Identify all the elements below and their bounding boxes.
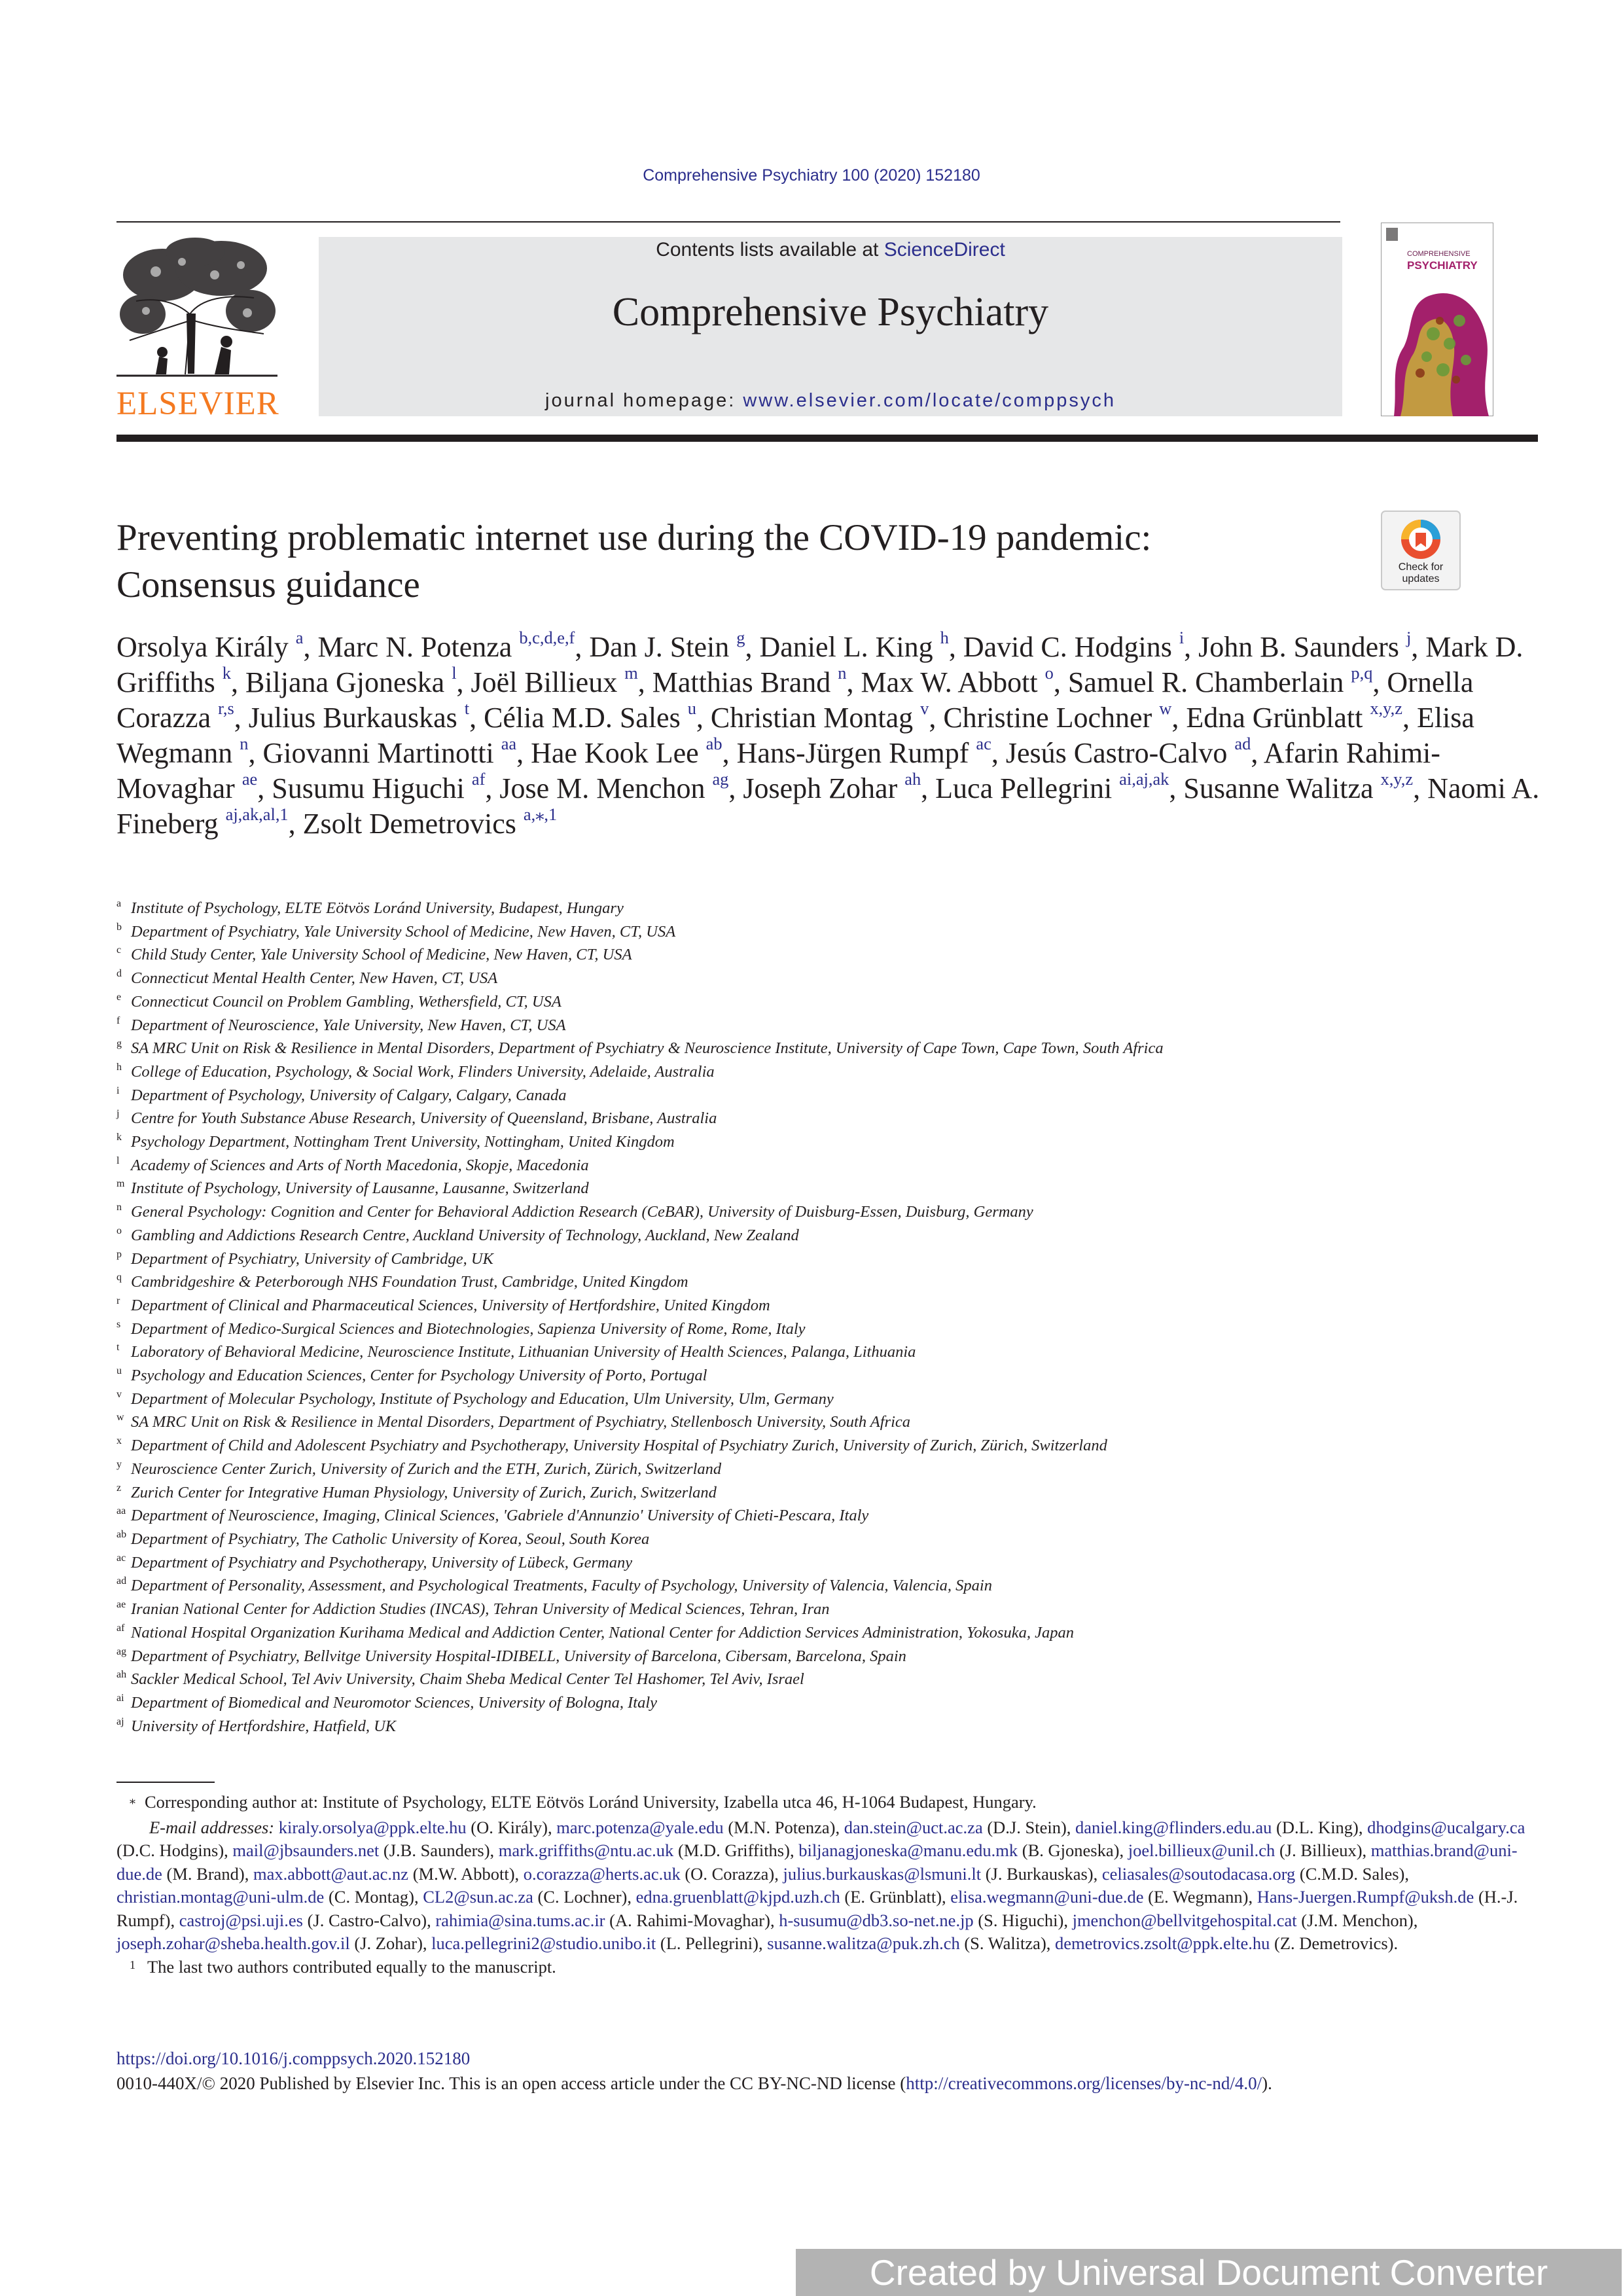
email-link[interactable]: dan.stein@uct.ac.za xyxy=(844,1817,983,1837)
affiliation-item xyxy=(116,1294,1491,1318)
affiliation-key: aa xyxy=(116,1505,126,1517)
affiliation-item xyxy=(116,1410,1491,1434)
affiliation-text: Department of Clinical and Pharmaceutical Sciences, University of Hertfordshire, United Kingdom xyxy=(131,1296,770,1314)
affiliation-item xyxy=(116,1645,1491,1668)
affiliation-item xyxy=(116,1177,1491,1200)
affiliation-text: Psychology and Education Sciences, Center for Psychology University of Porto, Portugal xyxy=(131,1367,707,1385)
author-affiliation-marks[interactable]: a,⁎,1 xyxy=(523,804,558,825)
affiliation-item xyxy=(116,1270,1491,1294)
author-affiliation-marks[interactable]: k xyxy=(222,663,231,683)
affiliation-text: Department of Psychiatry, Bellvitge University Hospital-IDIBELL, University of Barcelona, Cibersam, Barcelona, Spain xyxy=(131,1647,906,1665)
author-name: Julius Burkauskas xyxy=(248,702,457,734)
email-owner: (A. Rahimi-Movaghar) xyxy=(609,1910,770,1930)
author-name: Luca Pellegrini xyxy=(935,772,1113,804)
elsevier-wordmark: ELSEVIER xyxy=(116,386,279,422)
affiliation-key: m xyxy=(116,1178,125,1190)
affiliation-text: Department of Biomedical and Neuromotor Sciences, University of Bologna, Italy xyxy=(131,1693,658,1712)
affiliation-item xyxy=(116,1200,1491,1224)
journal-cover-thumbnail[interactable] xyxy=(1381,223,1493,416)
author-affiliation-marks[interactable]: ae xyxy=(241,769,258,789)
affiliation-item xyxy=(116,1318,1491,1341)
equal-contribution-mark: 1 xyxy=(130,1958,135,1971)
affiliation-item xyxy=(116,1084,1491,1107)
email-link[interactable]: jmenchon@bellvitgehospital.cat xyxy=(1072,1910,1297,1930)
author-name: Hae Kook Lee xyxy=(531,737,699,769)
affiliation-text: SA MRC Unit on Risk & Resilience in Mental Disorders, Department of Psychiatry, Stellenbosch University, South Africa xyxy=(131,1413,911,1431)
email-link[interactable]: julius.burkauskas@lsmuni.lt xyxy=(783,1863,982,1884)
license-link[interactable]: http://creativecommons.org/licenses/by-nc-nd/4.0/ xyxy=(906,2073,1262,2093)
author-name: Jose M. Menchon xyxy=(499,772,705,804)
email-link[interactable]: h-susumu@db3.so-net.ne.jp xyxy=(779,1910,974,1930)
author-name: Biljana Gjoneska xyxy=(245,666,445,698)
affiliation-item xyxy=(116,1037,1491,1060)
author-name: Samuel R. Chamberlain xyxy=(1067,666,1344,698)
equal-contribution-note xyxy=(116,1956,1550,1981)
affiliation-item xyxy=(116,920,1491,944)
affiliation-key: e xyxy=(116,991,122,1003)
email-link[interactable]: kiraly.orsolya@ppk.elte.hu xyxy=(278,1817,467,1837)
author[interactable] xyxy=(248,698,470,734)
email-owner: (J.B. Saunders) xyxy=(383,1840,490,1860)
affiliation-text: Institute of Psychology, ELTE Eötvös Loránd University, Budapest, Hungary xyxy=(131,899,624,917)
email-link[interactable]: mark.griffiths@ntu.ac.uk xyxy=(498,1840,674,1860)
author[interactable] xyxy=(736,734,991,769)
affiliation-text: Department of Neuroscience, Yale University, New Haven, CT, USA xyxy=(131,1016,566,1034)
affiliation-item xyxy=(116,1224,1491,1247)
header-top-rule xyxy=(116,221,1340,223)
author-affiliation-marks[interactable]: w xyxy=(1159,698,1172,719)
email-link[interactable]: edna.gruenblatt@kjpd.uzh.ch xyxy=(635,1887,840,1907)
affiliation-text: Department of Personality, Assessment, and Psychological Treatments, Faculty of Psychology, University of Valencia, Valencia, Spain xyxy=(131,1577,992,1595)
affiliation-text: Department of Child and Adolescent Psychiatry and Psychotherapy, University Hospital of Psychiatry Zurich, University of Zurich, Zürich, Switzerland xyxy=(131,1437,1107,1455)
affiliation-key: u xyxy=(116,1365,122,1377)
affiliation-text: Connecticut Mental Health Center, New Haven, CT, USA xyxy=(131,969,498,988)
email-link[interactable]: mail@jbsaunders.net xyxy=(232,1840,380,1860)
author[interactable] xyxy=(531,734,722,769)
email-link[interactable]: demetrovics.zsolt@ppk.elte.hu xyxy=(1055,1933,1270,1953)
sciencedirect-link[interactable]: ScienceDirect xyxy=(883,239,1005,260)
affiliation-key: n xyxy=(116,1202,122,1213)
affiliation-key: aj xyxy=(116,1715,124,1727)
author-name: Matthias Brand xyxy=(652,666,831,698)
author-affiliation-marks[interactable]: v xyxy=(920,698,929,719)
author-affiliation-marks[interactable]: a xyxy=(295,628,304,648)
affiliation-text: Connecticut Council on Problem Gambling, Wethersfield, CT, USA xyxy=(131,992,562,1011)
email-link[interactable]: christian.montag@uni-ulm.de xyxy=(116,1887,325,1907)
affiliation-item xyxy=(116,1481,1491,1505)
journal-homepage-link[interactable]: www.elsevier.com/locate/comppsych xyxy=(743,390,1116,411)
affiliation-key: a xyxy=(116,898,122,909)
email-owner: (J. Billieux) xyxy=(1279,1840,1363,1860)
affiliation-key: g xyxy=(116,1038,122,1050)
affiliation-key: y xyxy=(116,1458,122,1470)
author-affiliation-marks[interactable]: m xyxy=(624,663,638,683)
email-link[interactable]: max.abbott@aut.ac.nz xyxy=(253,1863,409,1884)
author-name: Marc N. Potenza xyxy=(317,631,512,663)
author[interactable] xyxy=(302,804,558,840)
affiliation-text: Department of Psychiatry, Yale University School of Medicine, New Haven, CT, USA xyxy=(131,922,676,941)
email-owner: (J. Castro-Calvo) xyxy=(307,1910,427,1930)
email-owner: (E. Grünblatt) xyxy=(844,1887,942,1907)
corresponding-mark: ⁎ xyxy=(130,1793,135,1806)
author-name: Susanne Walitza xyxy=(1183,772,1374,804)
author[interactable] xyxy=(935,769,1169,804)
affiliation-text: University of Hertfordshire, Hatfield, UK xyxy=(131,1717,397,1735)
journal-name[interactable]: Comprehensive Psychiatry xyxy=(612,290,1049,334)
author-affiliation-marks[interactable]: ab xyxy=(705,734,722,754)
affiliation-key: v xyxy=(116,1388,122,1400)
email-link[interactable]: Hans-Juergen.Rumpf@uksh.de xyxy=(1257,1887,1474,1907)
author-name: John B. Saunders xyxy=(1198,631,1399,663)
homepage-prefix: journal homepage: xyxy=(545,390,743,411)
affiliation-text: Department of Neuroscience, Imaging, Clinical Sciences, 'Gabriele d'Annunzio' University of Chieti-Pescara, Italy xyxy=(131,1507,869,1525)
email-owner: (J. Burkauskas) xyxy=(985,1863,1094,1884)
footnotes xyxy=(116,1791,1550,1981)
email-link[interactable]: luca.pellegrini2@studio.unibo.it xyxy=(431,1933,656,1953)
affiliation-key: x xyxy=(116,1435,122,1447)
affiliation-key: af xyxy=(116,1622,125,1634)
author-name: Elisa Wegmann xyxy=(116,702,1474,769)
author-affiliation-marks[interactable]: ad xyxy=(1234,734,1251,754)
affiliation-text: Institute of Psychology, University of Lausanne, Lausanne, Switzerland xyxy=(131,1179,589,1198)
email-owner: (J.M. Menchon) xyxy=(1301,1910,1414,1930)
journal-reference[interactable]: Comprehensive Psychiatry 100 (2020) 152180 xyxy=(643,166,980,185)
author-name: Hans-Jürgen Rumpf xyxy=(736,737,969,769)
affiliation-text: Department of Psychology, University of Calgary, Calgary, Canada xyxy=(131,1086,567,1104)
email-owner: (M.N. Potenza) xyxy=(728,1817,836,1837)
affiliation-key: ac xyxy=(116,1552,126,1564)
author[interactable] xyxy=(759,628,949,663)
converter-watermark: Created by Universal Document Converter xyxy=(796,2249,1622,2296)
affiliation-text: Department of Molecular Psychology, Institute of Psychology and Education, Ulm University, Ulm, Germany xyxy=(131,1390,834,1408)
author-affiliation-marks[interactable]: n xyxy=(240,734,249,754)
affiliation-key: ab xyxy=(116,1528,127,1540)
affiliation-key: ai xyxy=(116,1692,124,1704)
email-owner: (D.L. King) xyxy=(1276,1817,1359,1837)
author[interactable] xyxy=(710,698,929,734)
affiliation-item xyxy=(116,1014,1491,1037)
affiliation-item xyxy=(116,967,1491,990)
license-suffix: ). xyxy=(1262,2073,1272,2093)
article-title xyxy=(116,514,1347,609)
email-link[interactable]: joseph.zohar@sheba.health.gov.il xyxy=(116,1933,350,1953)
affiliation-key: b xyxy=(116,921,122,933)
author-affiliation-marks[interactable]: x,y,z xyxy=(1370,698,1402,719)
author[interactable] xyxy=(1067,663,1373,698)
author[interactable] xyxy=(499,769,729,804)
affiliation-item xyxy=(116,1340,1491,1364)
author-affiliation-marks[interactable]: af xyxy=(471,769,486,789)
author-affiliation-marks[interactable]: g xyxy=(736,628,745,648)
email-link[interactable]: marc.potenza@yale.edu xyxy=(556,1817,724,1837)
contents-prefix: Contents lists available at xyxy=(656,239,884,260)
affiliation-text: Department of Psychiatry, University of Cambridge, UK xyxy=(131,1249,493,1268)
affiliation-item xyxy=(116,1388,1491,1411)
cover-title-small: COMPREHENSIVE xyxy=(1407,250,1471,258)
author[interactable] xyxy=(1198,628,1412,663)
author[interactable] xyxy=(963,628,1185,663)
author[interactable] xyxy=(861,663,1054,698)
author-name: Christine Lochner xyxy=(943,702,1152,734)
affiliation-list xyxy=(116,897,1491,1738)
affiliation-key: z xyxy=(116,1482,122,1494)
author-affiliation-marks[interactable]: ah xyxy=(904,769,921,789)
article-title-line-1: Preventing problematic internet use during the COVID-19 pandemic: xyxy=(116,517,1152,558)
journal-homepage-line xyxy=(319,390,1342,412)
author-name: Célia M.D. Sales xyxy=(484,702,681,734)
affiliation-text: Cambridgeshire & Peterborough NHS Foundation Trust, Cambridge, United Kingdom xyxy=(131,1273,688,1291)
author-affiliation-marks[interactable]: r,s xyxy=(218,698,234,719)
author-affiliation-marks[interactable]: aa xyxy=(501,734,517,754)
author-list: Orsolya Király $^a$, Marc N. Potenza $^{b,c,d,e,f}$, Dan J. Stein $^g$, Daniel L. King $^h$, David C. Hodgins $^i$, John B. Saunders $^j$, Mark D. Griffiths $^k$, Biljana Gjoneska $^l$, Joël Billieux $^m$, Matthias Brand $^n$, Max W. Abbott $^o$, Samuel R. Chamberlain $^{p,q}$, Ornella Corazza $^{r,s}$, Julius Burkauskas $^t$, Célia M.D. Sales $^u$, Christian Montag $^v$, Christine Lochner $^w$, Edna Grünblatt $^{x,y,z}$, Elisa Wegmann $^n$, Giovanni Martinotti $^{aa}$, Hae Kook Lee $^{ab}$, Hans-Jürgen Rumpf $^{ac}$, Jesús Castro-Calvo $^{ad}$, Afarin Rahimi-Movaghar $^{ae}$, Susumu Higuchi $^{af}$, Jose M. Menchon $^{ag}$, Joseph Zohar $^{ah}$, Luca Pellegrini $^{ai,aj,ak}$, Susanne Walitza $^{x,y,z}$, Naomi A. Fineberg $^{aj,ak,al,1}$, Zsolt Demetrovics $^{a,⁎,1}$ xyxy=(116,628,1540,840)
email-label: E-mail addresses: xyxy=(149,1817,275,1837)
affiliation-item xyxy=(116,1364,1491,1388)
email-owner: (S. Walitza) xyxy=(964,1933,1046,1953)
author-name: Afarin Rahimi-Movaghar xyxy=(116,737,1440,804)
affiliation-item xyxy=(116,1247,1491,1271)
author-affiliation-marks[interactable]: i xyxy=(1179,628,1185,648)
email-owner: (C. Lochner) xyxy=(537,1887,628,1907)
check-updates-label-2: updates xyxy=(1402,573,1440,584)
email-owner: (C.M.D. Sales) xyxy=(1299,1863,1405,1884)
author-name: Ornella Corazza xyxy=(116,666,1474,734)
affiliation-text: Academy of Sciences and Arts of North Macedonia, Skopje, Macedonia xyxy=(131,1156,589,1174)
doi-link[interactable]: https://doi.org/10.1016/j.comppsych.2020.152180 xyxy=(116,2049,471,2068)
affiliation-text: Child Study Center, Yale University School of Medicine, New Haven, CT, USA xyxy=(131,946,632,964)
corresponding-author-text: Corresponding author at: Institute of Psychology, ELTE Eötvös Loránd University, Izabella utca 46, H-1064 Budapest, Hungary. xyxy=(145,1792,1037,1812)
corresponding-author-note xyxy=(116,1791,1550,1816)
affiliation-key: k xyxy=(116,1132,122,1143)
author-name: Christian Montag xyxy=(710,702,914,734)
affiliation-key: q xyxy=(116,1272,122,1283)
affiliation-item xyxy=(116,1154,1491,1177)
affiliation-item xyxy=(116,1715,1491,1738)
email-addresses: E-mail addresses: kiraly.orsolya@ppk.elte.hu (O. Király), marc.potenza@yale.edu (M.N. Potenza), dan.stein@uct.ac.za (D.J. Stein), daniel.king@flinders.edu.au (D.L. King), dhodgins@ucalgary.ca (D.C. Hodgins), mail@jbsaunders.net (J.B. Saunders), mark.griffiths@ntu.ac.uk (M.D. Griffiths), biljanagjoneska@manu.edu.mk (B. Gjoneska), joel.billieux@unil.ch (J. Billieux), matthias.brand@uni-due.de (M. Brand), max.abbott@aut.ac.nz (M.W. Abbott), o.corazza@herts.ac.uk (O. Corazza), julius.burkauskas@lsmuni.lt (J. Burkauskas), celiasales@soutodacasa.org (C.M.D. Sales), christian.montag@uni-ulm.de (C. Montag), CL2@sun.ac.za (C. Lochner), edna.gruenblatt@kjpd.uzh.ch (E. Grünblatt), elisa.wegmann@uni-due.de (E. Wegmann), Hans-Juergen.Rumpf@uksh.de (H.-J. Rumpf), castroj@psi.uji.es (J. Castro-Calvo), rahimia@sina.tums.ac.ir (A. Rahimi-Movaghar), h-susumu@db3.so-net.ne.jp (S. Higuchi), jmenchon@bellvitgehospital.cat (J.M. Menchon), joseph.zohar@sheba.health.gov.il (J. Zohar), luca.pellegrini2@studio.unibo.it (L. Pellegrini), susanne.walitza@puk.zh.ch (S. Walitza), demetrovics.zsolt@ppk.elte.hu (Z. Demetrovics). xyxy=(116,1817,1525,1953)
author-name: Giovanni Martinotti xyxy=(262,737,494,769)
affiliation-key: f xyxy=(116,1014,120,1026)
affiliation-key: r xyxy=(116,1295,120,1306)
affiliation-key: i xyxy=(116,1085,120,1096)
footnote-rule xyxy=(116,1782,215,1783)
affiliation-item xyxy=(116,1528,1491,1551)
email-owner: (M. Brand) xyxy=(166,1863,245,1884)
author-name: Zsolt Demetrovics xyxy=(302,808,516,840)
author-name: Joseph Zohar xyxy=(743,772,898,804)
author[interactable] xyxy=(245,663,457,698)
author-name: Naomi A. Fineberg xyxy=(116,772,1540,840)
author-affiliation-marks[interactable]: u xyxy=(687,698,696,719)
header-thick-rule xyxy=(116,435,1538,442)
email-owner: (E. Wegmann) xyxy=(1148,1887,1249,1907)
author-affiliation-marks[interactable]: t xyxy=(464,698,470,719)
email-link[interactable]: dhodgins@ucalgary.ca xyxy=(1367,1817,1525,1837)
author[interactable] xyxy=(116,628,304,663)
author[interactable] xyxy=(262,734,517,769)
affiliation-key: o xyxy=(116,1225,122,1236)
email-link[interactable]: CL2@sun.ac.za xyxy=(423,1887,533,1907)
email-link[interactable]: daniel.king@flinders.edu.au xyxy=(1075,1817,1272,1837)
affiliation-text: Department of Psychiatry, The Catholic University of Korea, Seoul, South Korea xyxy=(131,1530,650,1548)
affiliation-item xyxy=(116,897,1491,920)
author-name: Jesús Castro-Calvo xyxy=(1005,737,1228,769)
affiliation-text: Psychology Department, Nottingham Trent University, Nottingham, United Kingdom xyxy=(131,1133,675,1151)
email-owner: (Z. Demetrovics). xyxy=(1274,1933,1399,1953)
check-for-updates-button[interactable] xyxy=(1381,511,1461,590)
email-link[interactable]: celiasales@soutodacasa.org xyxy=(1101,1863,1296,1884)
affiliation-text: College of Education, Psychology, & Social Work, Flinders University, Adelaide, Australia xyxy=(131,1062,715,1081)
affiliation-key: w xyxy=(116,1412,124,1424)
author[interactable] xyxy=(1186,698,1402,734)
author-affiliation-marks[interactable]: ag xyxy=(712,769,729,789)
author-affiliation-marks[interactable]: o xyxy=(1044,663,1054,683)
author[interactable] xyxy=(743,769,921,804)
author-affiliation-marks[interactable]: ac xyxy=(976,734,991,754)
affiliation-item xyxy=(116,1458,1491,1481)
affiliation-text: Laboratory of Behavioral Medicine, Neuroscience Institute, Lithuanian University of Health Sciences, Palanga, Lithuania xyxy=(131,1343,916,1361)
author[interactable] xyxy=(589,628,745,663)
elsevier-logo[interactable] xyxy=(116,236,277,420)
author-name: Susumu Higuchi xyxy=(272,772,465,804)
email-link[interactable]: matthias.brand@uni-due.de xyxy=(116,1840,1518,1884)
email-owner: (B. Gjoneska) xyxy=(1022,1840,1120,1860)
affiliation-text: Zurich Center for Integrative Human Physiology, University of Zurich, Zurich, Switzerland xyxy=(131,1483,717,1501)
contents-available-line xyxy=(319,239,1342,261)
email-owner: (L. Pellegrini) xyxy=(660,1933,758,1953)
affiliation-key: j xyxy=(116,1108,120,1120)
affiliation-item xyxy=(116,1621,1491,1645)
author[interactable] xyxy=(317,628,575,663)
cover-title-large: PSYCHIATRY xyxy=(1407,259,1478,272)
email-owner: (J. Zohar) xyxy=(354,1933,423,1953)
email-owner: (D.C. Hodgins) xyxy=(116,1840,224,1860)
affiliation-key: l xyxy=(116,1155,120,1166)
affiliation-text: Neuroscience Center Zurich, University of Zurich and the ETH, Zurich, Zürich, Switzerland xyxy=(131,1460,722,1478)
affiliation-item xyxy=(116,1598,1491,1621)
affiliation-text: SA MRC Unit on Risk & Resilience in Mental Disorders, Department of Psychiatry & Neuroscience Institute, University of Cape Town, Cape Town, South Africa xyxy=(131,1039,1164,1058)
affiliation-item xyxy=(116,943,1491,967)
author-affiliation-marks[interactable]: h xyxy=(940,628,949,648)
affiliation-item xyxy=(116,1107,1491,1130)
email-owner: (H.-J. Rumpf) xyxy=(116,1887,1518,1930)
author-affiliation-marks[interactable]: j xyxy=(1406,628,1412,648)
affiliation-text: Department of Psychiatry and Psychotherapy, University of Lübeck, Germany xyxy=(131,1553,633,1571)
email-link[interactable]: joel.billieux@unil.ch xyxy=(1128,1840,1275,1860)
affiliation-key: d xyxy=(116,968,122,980)
affiliation-key: p xyxy=(116,1248,122,1260)
email-link[interactable]: o.corazza@herts.ac.uk xyxy=(523,1863,681,1884)
affiliation-item xyxy=(116,1574,1491,1598)
affiliation-key: c xyxy=(116,944,122,956)
author-affiliation-marks[interactable]: n xyxy=(838,663,847,683)
affiliation-item xyxy=(116,1668,1491,1691)
affiliation-item xyxy=(116,1691,1491,1715)
email-owner: (M.D. Griffiths) xyxy=(677,1840,790,1860)
email-owner: (D.J. Stein) xyxy=(987,1817,1067,1837)
affiliation-item xyxy=(116,1434,1491,1458)
author-name: Dan J. Stein xyxy=(589,631,730,663)
affiliation-item xyxy=(116,1504,1491,1528)
author-name: David C. Hodgins xyxy=(963,631,1172,663)
affiliation-item xyxy=(116,990,1491,1014)
author-name: Edna Grünblatt xyxy=(1186,702,1363,734)
license-statement xyxy=(116,2073,1272,2094)
check-updates-label-1: Check for xyxy=(1398,562,1444,573)
affiliation-key: ah xyxy=(116,1669,127,1681)
email-owner: (O. Corazza) xyxy=(685,1863,775,1884)
author-name: Orsolya Király xyxy=(116,631,289,663)
affiliation-text: Iranian National Center for Addiction Studies (INCAS), Tehran University of Medical Sciences, Tehran, Iran xyxy=(131,1600,830,1619)
author-affiliation-marks[interactable]: b,c,d,e,f xyxy=(519,628,575,648)
email-link[interactable]: rahimia@sina.tums.ac.ir xyxy=(435,1910,605,1930)
author[interactable] xyxy=(272,769,486,804)
affiliation-item xyxy=(116,1060,1491,1084)
author-name: Max W. Abbott xyxy=(861,666,1038,698)
affiliation-key: t xyxy=(116,1342,120,1354)
affiliation-key: s xyxy=(116,1318,121,1330)
affiliation-text: General Psychology: Cognition and Center for Behavioral Addiction Research (CeBAR), University of Duisburg-Essen, Duisburg, Germany xyxy=(131,1203,1033,1221)
email-owner: (S. Higuchi) xyxy=(978,1910,1064,1930)
author-affiliation-marks[interactable]: p,q xyxy=(1351,663,1373,683)
article-title-line-2: Consensus guidance xyxy=(116,564,420,605)
affiliation-item xyxy=(116,1130,1491,1154)
affiliation-text: Centre for Youth Substance Abuse Research, University of Queensland, Brisbane, Australia xyxy=(131,1109,717,1128)
author-name: Daniel L. King xyxy=(759,631,933,663)
email-link[interactable]: castroj@psi.uji.es xyxy=(179,1910,303,1930)
email-owner: (O. Király) xyxy=(471,1817,548,1837)
author-affiliation-marks[interactable]: ai,aj,ak xyxy=(1119,769,1169,789)
email-owner: (C. Montag) xyxy=(328,1887,414,1907)
affiliation-key: h xyxy=(116,1061,122,1073)
author-name: Mark D. Griffiths xyxy=(116,631,1524,698)
email-owner: (M.W. Abbott) xyxy=(412,1863,515,1884)
affiliation-text: Sackler Medical School, Tel Aviv University, Chaim Sheba Medical Center Tel Hashomer, Tel Aviv, Israel xyxy=(131,1670,804,1689)
license-prefix: 0010-440X/© 2020 Published by Elsevier Inc. This is an open access article under the CC BY-NC-ND license ( xyxy=(116,2073,906,2093)
affiliation-text: Department of Medico-Surgical Sciences and Biotechnologies, Sapienza University of Rome, Rome, Italy xyxy=(131,1319,806,1338)
affiliation-text: National Hospital Organization Kurihama Medical and Addiction Center, National Center for Addiction Services Administration, Yokosuka, Japan xyxy=(131,1623,1074,1641)
author[interactable] xyxy=(471,663,638,698)
author[interactable] xyxy=(484,698,696,734)
affiliation-key: ag xyxy=(116,1645,127,1657)
author[interactable] xyxy=(1183,769,1414,804)
email-link[interactable]: biljanagjoneska@manu.edu.mk xyxy=(798,1840,1018,1860)
author-affiliation-marks[interactable]: aj,ak,al,1 xyxy=(225,804,289,825)
author[interactable] xyxy=(1005,734,1251,769)
affiliation-key: ad xyxy=(116,1575,127,1587)
author[interactable] xyxy=(943,698,1172,734)
author-affiliation-marks[interactable]: x,y,z xyxy=(1380,769,1414,789)
author-name: Joël Billieux xyxy=(471,666,618,698)
equal-contribution-text: The last two authors contributed equally to the manuscript. xyxy=(147,1956,556,1977)
affiliation-text: Gambling and Addictions Research Centre, Auckland University of Technology, Auckland, New Zealand xyxy=(131,1226,799,1244)
author-affiliation-marks[interactable]: l xyxy=(452,663,457,683)
email-link[interactable]: susanne.walitza@puk.zh.ch xyxy=(767,1933,960,1953)
author[interactable] xyxy=(652,663,847,698)
affiliation-key: ae xyxy=(116,1599,126,1611)
email-link[interactable]: elisa.wegmann@uni-due.de xyxy=(950,1887,1144,1907)
affiliation-item xyxy=(116,1551,1491,1575)
